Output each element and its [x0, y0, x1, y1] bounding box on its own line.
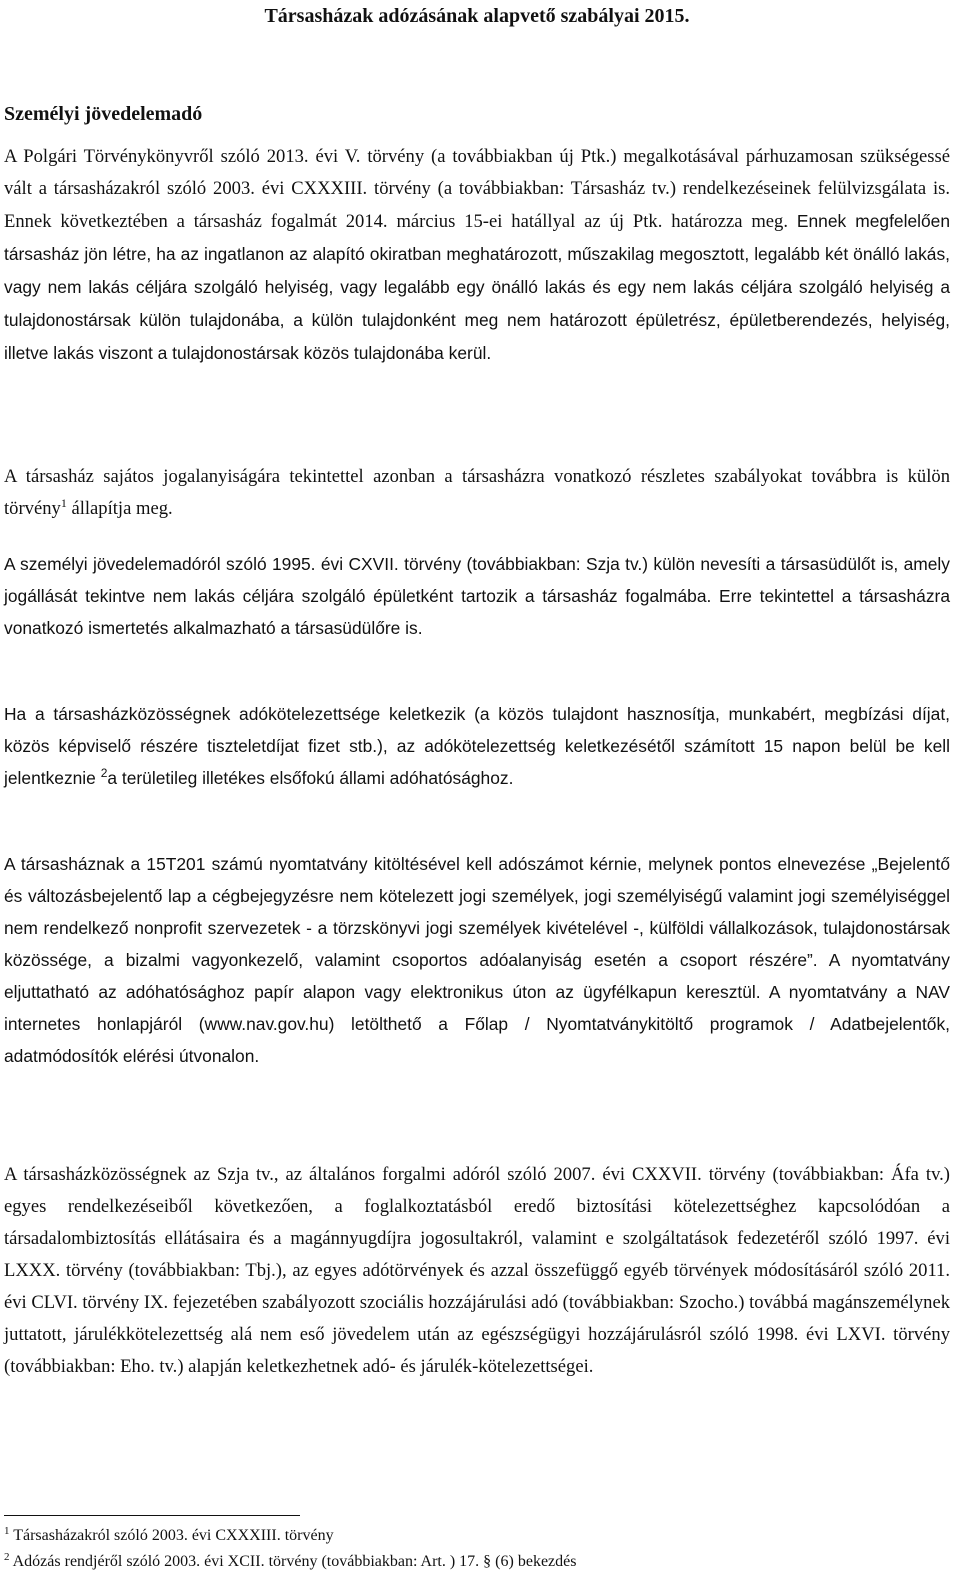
paragraph-legal-personality: A társasház sajátos jogalanyiságára tekintettel azonban a társasházra vonatkozó részletes szabályokat továbbra is külön törvény$^1$ állapítja meg. [4, 466, 950, 519]
footnote-1: $^1$ Társasházakról szóló 2003. évi CXXXIII. törvény [4, 1525, 334, 1544]
paragraph-szja: A személyi jövedelemadóról szóló 1995. évi CXVII. törvény (továbbiakban: Szja tv.) külön nevesíti a társasüdülőt is, amely jogállását tekintve nem lakás céljára szolgáló épületként tartozik a társasház fogalmába. Erre tekintettel a társasházra vonatkozó ismertetés alkalmazható a társasüdülőre is. [4, 554, 950, 638]
document-page [4, 0, 951, 1570]
footnote-divider [4, 1515, 300, 1516]
paragraph-ptk [4, 141, 950, 370]
paragraph-ptk-intro: A Polgári Törvénykönyvről szóló 2013. évi V. törvény (a továbbiakban új Ptk.) megalkotásával párhuzamosan szükségessé vált a társasházakról szóló 2003. évi CXXXIII. törvény (a továbbiakban: Társasház tv.) rendelkezéseinek felülvizsgálata is. Ennek következtében a társasház fogalmát 2014. március 15-ei hatállyal az új Ptk. határozza meg. [4, 146, 950, 232]
paragraph-tax-registration: Ha a társasházközösségnek adókötelezettsége keletkezik (a közös tulajdont hasznosítja, munkabért, megbízási díjat, közös képviselő részére tiszteletdíjat fizet stb.), az adókötelezettség keletkezésétől számított 15 napon belül be kell jelentkeznie $^2$a területileg illetékes elsőfokú állami adóhatósághoz. [4, 704, 950, 788]
paragraph-ptk-definition: Ennek megfelelően társasház jön létre, ha az ingatlanon az alapító okiratban meghatározott, műszakilag megosztott, legalább két önálló lakás, vagy nem lakás céljára szolgáló helyiség, vagy legalább egy önálló lakás és egy nem lakás céljára szolgáló helyiség a tulajdonostársak külön tulajdonába, a külön tulajdonként meg nem határozott épületrész, épületberendezés, helyiség, illetve lakás viszont a tulajdonostársak közös tulajdonába kerül. [4, 211, 951, 363]
footnote-ref-2: 2 [100, 766, 108, 780]
paragraph-obligations: A társasházközösségnek az Szja tv., az általános forgalmi adóról szóló 2007. évi CXXVII. törvény (továbbiakban: Áfa tv.) egyes rendelkezéseiből következően, a foglalkoztatásból eredő biztosítási kötelezettséghez kapcsolódóan a társadalombiztosítás ellátásaira és a magánnyugdíjra jogosultakról, valamint e szolgáltatások fedezetéről szóló 1997. évi LXXX. törvény (továbbiakban: Tbj.), az egyes adótörvények és azzal összefüggő egyéb törvények módosításáról szóló 2011. évi CLVI. törvény IX. fejezetében szabályozott szociális hozzájárulási adó (továbbiakban: Szocho.) továbbá magánszemélynek juttatott, járulékkötelezettség alá nem eső jövedelem után az egészségügyi hozzájárulásról szóló 1998. évi LXVI. törvény (továbbiakban: Eho. tv.) alapján keletkezhetnek adó- és járulék-kötelezettségei. [4, 1164, 950, 1377]
footnote-ref-1: 1 [60, 496, 67, 510]
paragraph-tax-number: A társasháznak a 15T201 számú nyomtatvány kitöltésével kell adószámot kérnie, melynek pontos elnevezése „Bejelentő és változásbejelentő lap a cégbejegyzésre nem kötelezett jogi személyek, jogi személyiségű valamint jogi személyiséggel nem rendelkező nonprofit szervezetek - a törzskönyvi jogi személyek kivételével -, külföldi vállalkozások, tulajdonostársak közössége, a bizalmi vagyonkezelő, valamint csoportos adóalanyiság esetén a csoport részére”. A nyomtatvány eljuttatható az adóhatósághoz papír alapon vagy elektronikus úton az ügyfélkapun keresztül. A nyomtatvány a NAV internetes honlapjáról (www.nav.gov.hu) letölthető a Főlap / Nyomtatványkitöltő programok / Adatbejelentők, adatmódosítók elérési útvonalon. [4, 854, 950, 1066]
section-heading: Személyi jövedelemadó [4, 103, 203, 125]
document-title: Társasházak adózásának alapvető szabályai 2015. [264, 5, 690, 27]
footnote-2: $^2$ Adózás rendjéről szóló 2003. évi XCII. törvény (továbbiakban: Art. ) 17. § (6) bekezdés [4, 1551, 577, 1570]
